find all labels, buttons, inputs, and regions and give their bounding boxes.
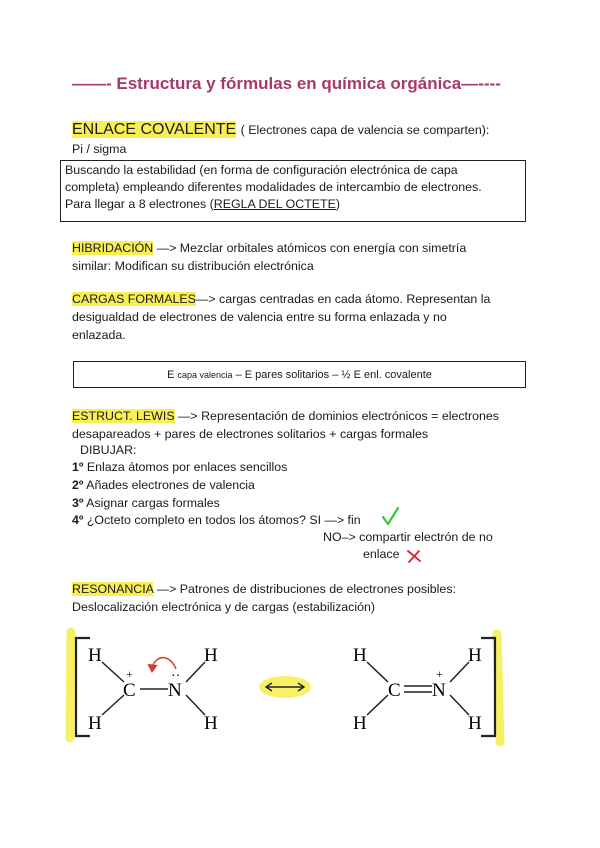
right-h-top-right: H [468, 645, 482, 666]
right-bracket [481, 638, 495, 736]
right-bracket-highlight [497, 634, 500, 742]
electron-push-arrowhead [148, 664, 157, 672]
resonancia-line1: RESONANCIA —> Patrones de distribuciones de electrones posibles: [72, 582, 456, 596]
enlace-box [60, 160, 526, 222]
left-bracket-highlight [70, 632, 71, 738]
left-h-bottom-right: H [204, 713, 218, 734]
enlace-box-line3: Para llegar a 8 electrones (REGLA DEL OCTETE) [65, 197, 341, 211]
left-h-top-right: H [204, 645, 218, 666]
lewis-line2: desapareados + pares de electrones solitarios + cargas formales [72, 427, 429, 441]
right-nitrogen: N [432, 680, 446, 701]
enlace-types: Pi / sigma [72, 142, 127, 156]
formal-charge-formula: E capa valencia – E pares solitarios – ½ E enl. covalente [73, 361, 526, 388]
left-nitrogen: N [168, 680, 182, 701]
enlace-heading: ENLACE COVALENTE [72, 121, 237, 138]
right-structure-bonds [367, 662, 469, 715]
right-nitrogen-charge: + [436, 667, 443, 681]
lewis-step-4: 4º ¿Octeto completo en todos los átomos? SI —> fin [72, 513, 361, 527]
cargas-line1: CARGAS FORMALES—> cargas centradas en cada átomo. Representan la [72, 292, 491, 306]
lewis-step-1: 1º Enlaza átomos por enlaces sencillos [72, 460, 288, 474]
enlace-box-line1: Buscando la estabilidad (en forma de configuración electrónica de capa [65, 163, 458, 177]
lewis-no-line1: NO–> compartir electrón de no [323, 530, 493, 544]
right-h-bottom-right: H [468, 713, 482, 734]
resonancia-line2: Deslocalización electrónica y de cargas (estabilización) [72, 600, 376, 614]
check-icon [381, 506, 401, 528]
cargas-heading: CARGAS FORMALES [72, 292, 196, 306]
hibridacion-line1: HIBRIDACIÓN —> Mezclar orbitales atómicos con energía con simetría [72, 241, 467, 255]
left-h-top-left: H [88, 645, 102, 666]
cross-icon [405, 548, 423, 564]
lewis-no-line2: enlace [363, 547, 400, 561]
right-h-top-left: H [353, 645, 367, 666]
enlace-box-line2: completa) empleando diferentes modalidades de intercambio de electrones. [65, 180, 482, 194]
lewis-line1: ESTRUCT. LEWIS —> Representación de dominios electrónicos = electrones [72, 409, 499, 423]
hibridacion-line2: similar: Modifican su distribución electrónica [72, 259, 314, 273]
page-title: ——- Estructura y fórmulas en química orgánica—---- [72, 74, 501, 93]
hibridacion-heading: HIBRIDACIÓN [72, 241, 154, 255]
left-lone-pair: ·· [171, 669, 181, 684]
lewis-heading: ESTRUCT. LEWIS [72, 409, 175, 423]
left-carbon: C [123, 680, 136, 701]
enlace-desc: ( Electrones capa de valencia se comparten): [240, 123, 490, 137]
resonancia-heading: RESONANCIA [72, 582, 154, 596]
enlace-section [72, 121, 489, 139]
octet-rule: REGLA DEL OCTETE [213, 197, 336, 211]
right-carbon: C [388, 680, 401, 701]
lewis-dibujar: DIBUJAR: [80, 443, 137, 457]
lewis-step-2: 2º Añades electrones de valencia [72, 478, 255, 492]
left-h-bottom-left: H [88, 713, 102, 734]
left-carbon-charge: + [126, 667, 133, 681]
resonance-diagram [0, 620, 600, 750]
cargas-line3: enlazada. [72, 328, 126, 342]
right-h-bottom-left: H [353, 713, 367, 734]
lewis-step-3: 3º Asignar cargas formales [72, 496, 220, 510]
cargas-line2: desigualdad de electrones de valencia entre su forma enlazada y no [72, 310, 447, 324]
